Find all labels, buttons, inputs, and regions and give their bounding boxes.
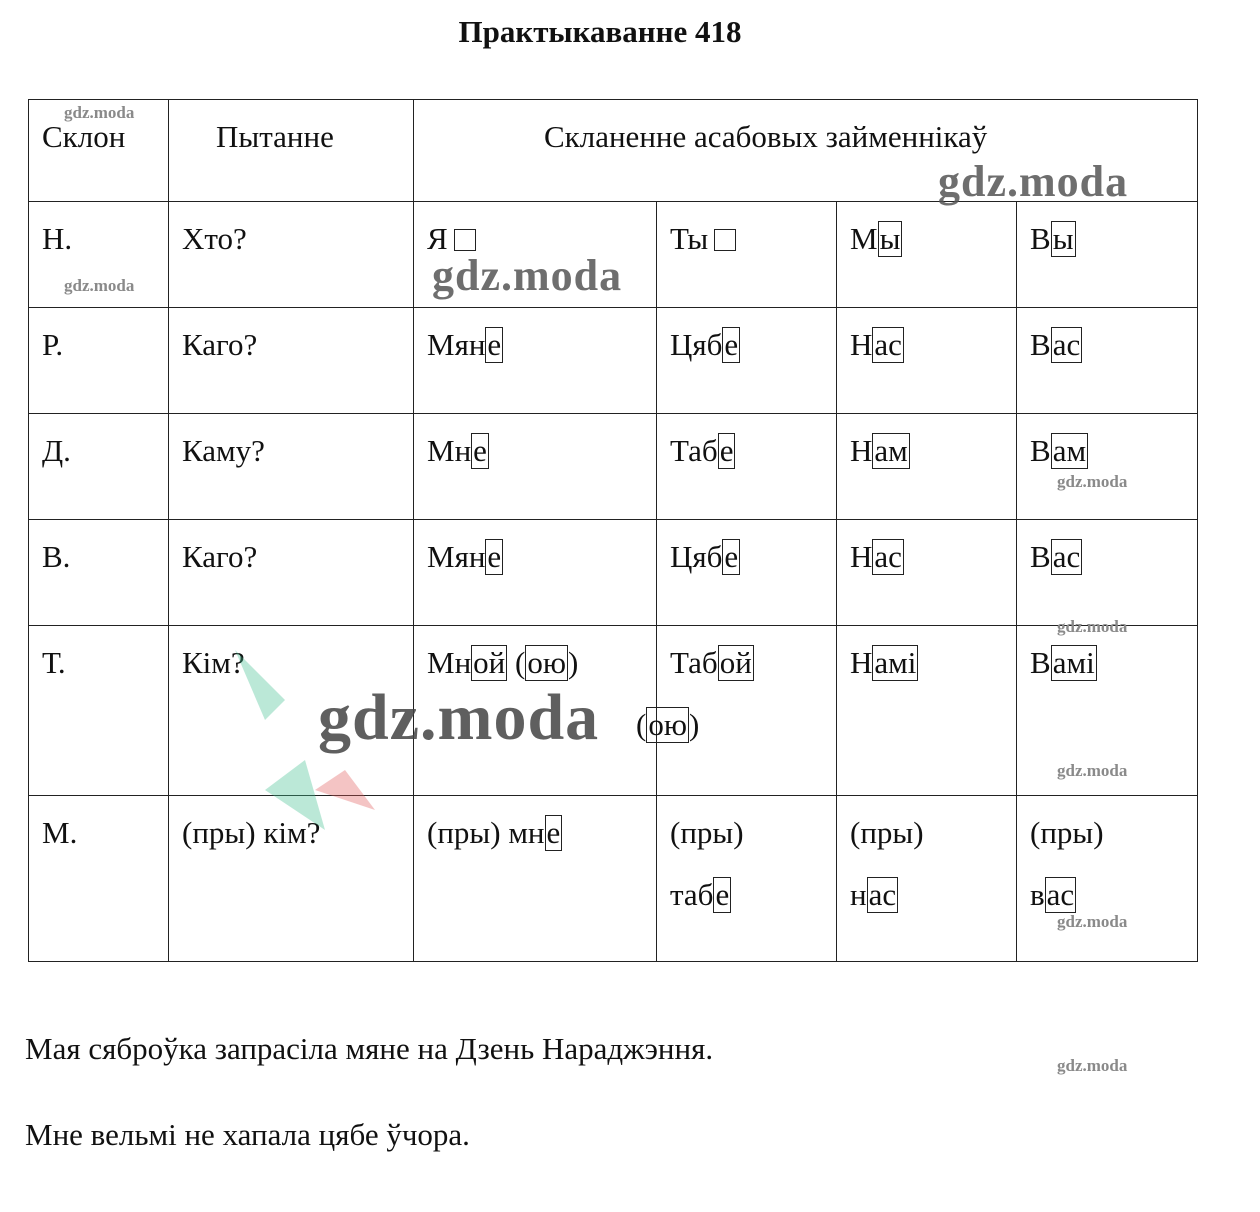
question-cell: Каму? [169,414,414,520]
alt-ending-box: ою [527,645,566,680]
word-stem: Мян [427,539,486,574]
p1p-cell [837,796,1017,962]
word-stem: В [1030,327,1051,362]
p2s-cell [636,626,837,796]
word-stem: (пры) мн [427,815,545,850]
p1s-cell [414,414,657,520]
alt-ending-box: ою [648,706,687,742]
p2s-cell [657,202,837,308]
watermark: gdz.moda [1057,617,1128,636]
paren: ( [636,706,647,742]
p1s-cell [414,308,657,414]
table-row [29,520,1198,626]
word-stem: В [1030,433,1051,468]
ending-box: ас [1046,876,1075,912]
p2s-cell [657,308,837,414]
ending-box: е [724,327,739,362]
p1p-cell [837,626,1017,796]
word-stem: В [1030,645,1051,680]
ending-box: е [473,433,487,468]
question-cell: Каго? [169,520,414,626]
p2p-cell [1017,414,1198,520]
ending-box: е [715,876,730,912]
p2s-cell [657,414,837,520]
question-cell: Хто? [169,202,414,308]
ending-box: ам [1052,433,1087,468]
word-stem: В [1030,221,1051,256]
word-stem: Ты [670,221,709,256]
watermark: gdz.moda [938,157,1129,206]
preposition: (пры) [670,815,744,850]
word-stem: таб [670,876,714,912]
watermark: gdz.moda [1057,761,1128,780]
word-stem: Мн [427,645,472,680]
word-stem: Я [427,221,448,256]
header-question: Пытанне [169,100,414,202]
ending-box: ы [1052,221,1074,256]
word-stem: Н [850,539,873,574]
preposition: (пры) [850,815,924,850]
word-stem: Н [850,433,873,468]
ending-box: ас [1052,539,1081,574]
watermark: gdz.moda [64,276,135,295]
word-stem: Таб [670,645,718,680]
p2p-cell [1017,520,1198,626]
ending-box: е [724,539,739,574]
p1p-cell [837,414,1017,520]
table-row [29,414,1198,520]
paren: ) [568,645,579,680]
case-cell: Д. [29,414,169,520]
paren: ) [689,706,700,742]
ending-box: е [546,815,561,850]
p1p-cell [837,202,1017,308]
table-row [29,308,1198,414]
page-title: Практыкаванне 418 [458,14,742,49]
case-cell: Н. [29,202,169,308]
case-cell: Т. [29,626,169,796]
ending-box: ас [874,327,902,362]
ending-box: е [487,539,502,574]
p2s-cell [657,796,837,962]
ending-box: ой [473,645,506,680]
word-stem: н [850,876,867,912]
ending-box: амі [874,645,917,680]
ending-box: ой [719,645,752,680]
word-stem: М [850,221,878,256]
watermark: gdz.moda [432,251,623,300]
p1s-cell [414,520,657,626]
ending-box: ы [879,221,901,256]
watermark: gdz.moda [1057,912,1128,931]
ending-box: ас [1052,327,1081,362]
sentence-1: Мая сяброўка запрасіла мяне на Дзень Нараджэння. [25,1031,714,1066]
watermark: gdz.moda [64,103,135,122]
watermark: gdz.moda [1057,1056,1128,1075]
question-cell: (пры) кім? [169,796,414,962]
preposition: (пры) [1030,815,1104,850]
word-stem: в [1030,876,1045,912]
ending-box: е [487,327,502,362]
p2s-cell [657,520,837,626]
word-stem: Цяб [670,539,723,574]
word-stem: Мян [427,327,486,362]
word-stem: Цяб [670,327,723,362]
question-cell: Кім? [169,626,414,796]
watermark: gdz.moda [318,681,600,754]
p2p-cell [1017,202,1198,308]
ending-box: ам [874,433,908,468]
empty-ending-box [454,229,476,251]
sentence-2: Мне вельмі не хапала цябе ўчора. [25,1117,470,1152]
p1s-cell [414,796,657,962]
word-stem: В [1030,539,1051,574]
watermark: gdz.moda [1057,472,1128,491]
header-declension: Скланенне асабовых займеннікаў [414,100,1198,202]
p1p-cell [837,520,1017,626]
ending-box: е [719,433,734,468]
case-cell: В. [29,520,169,626]
word-stem: Мн [427,433,472,468]
ending-box: ас [868,876,897,912]
word-stem: Н [850,327,873,362]
header-case: Склон [29,100,169,202]
case-cell: М. [29,796,169,962]
declension-table [28,99,1198,962]
case-cell: Р. [29,308,169,414]
empty-ending-box [714,229,736,251]
word-stem: Таб [670,433,718,468]
question-cell: Каго? [169,308,414,414]
p1p-cell [837,308,1017,414]
ending-box: амі [1052,645,1095,680]
ending-box: ас [874,539,902,574]
word-stem: Н [850,645,873,680]
table-row [29,626,1198,796]
paren: ( [515,645,526,680]
table-row [29,796,1198,962]
p2p-cell [1017,308,1198,414]
p2p-cell [1017,796,1198,962]
